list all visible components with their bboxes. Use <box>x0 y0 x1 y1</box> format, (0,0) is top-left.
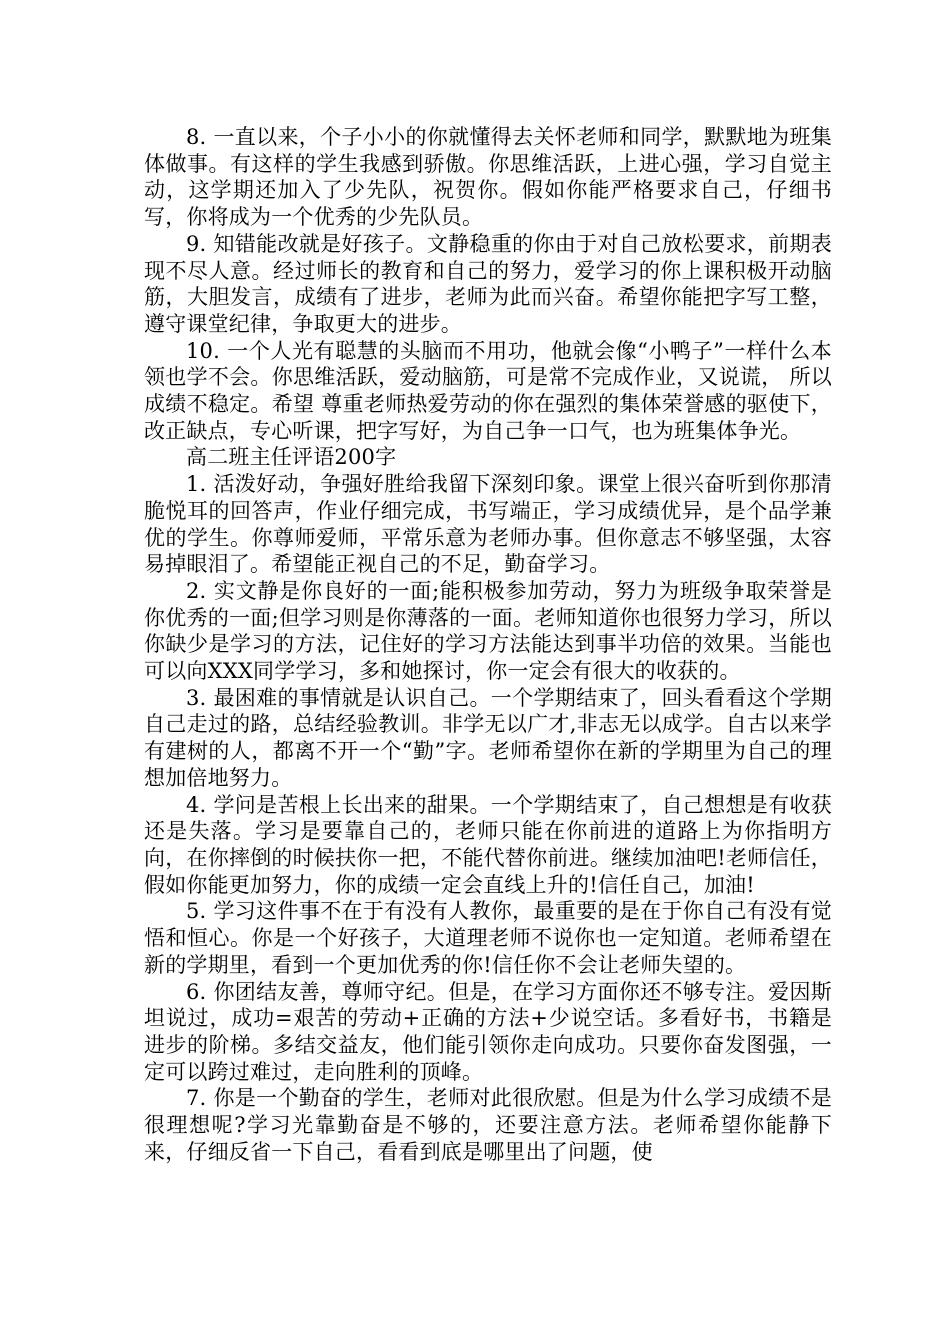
paragraph-comment-6: 6. 你团结友善，尊师守纪。但是，在学习方面你还不够专注。爱因斯坦说过，成功=艰苦的劳动+正确的方法+少说空话。多看好书，书籍是进步的阶梯。多结交益友，他们能引领你走向成功。只要你奋发图强，一定可以跨过难过，走向胜利的顶峰。 <box>144 979 832 1084</box>
paragraph-comment-10: 10. 一个人光有聪慧的头脑而不用功，他就会像“小鸭子”一样什么本领也学不会。你思维活跃，爱动脑筋，可是常不完成作业，又说谎， 所以成绩不稳定。希望 尊重老师热爱劳动的你在强烈的集体荣誉感的驱使下，改正缺点，专心听课，把字写好，为自己争一口气，也为班集体争光。 <box>144 338 832 443</box>
paragraph-comment-8: 8. 一直以来，个子小小的你就懂得去关怀老师和同学，默默地为班集体做事。有这样的学生我感到骄傲。你思维活跃，上进心强，学习自觉主动，这学期还加入了少先队，祝贺你。假如你能严格要求自己，仔细书写，你将成为一个优秀的少先队员。 <box>144 125 832 230</box>
paragraph-comment-4: 4. 学问是苦根上长出来的甜果。一个学期结束了，自己想想是有收获还是失落。学习是要靠自己的，老师只能在你前进的道路上为你指明方向，在你摔倒的时候扶你一把，不能代替你前进。继续加油吧!老师信任，假如你能更加努力，你的成绩一定会直线上升的!信任自己，加油! <box>144 792 832 897</box>
section-heading: 高二班主任评语200字 <box>186 445 397 470</box>
paragraph-comment-9: 9. 知错能改就是好孩子。文静稳重的你由于对自己放松要求，前期表现不尽人意。经过师长的教育和自己的努力，爱学习的你上课积极开动脑筋，大胆发言，成绩有了进步，老师为此而兴奋。希望你能把字写工整，遵守课堂纪律，争取更大的进步。 <box>144 231 832 336</box>
paragraph-comment-5: 5. 学习这件事不在于有没有人教你，最重要的是在于你自己有没有觉悟和恒心。你是一个好孩子，大道理老师不说你也一定知道。老师希望在新的学期里，看到一个更加优秀的你!信任你不会让老师失望的。 <box>144 899 832 977</box>
paragraph-comment-7: 7. 你是一个勤奋的学生，老师对此很欣慰。但是为什么学习成绩不是很理想呢?学习光靠勤奋是不够的，还要注意方法。老师希望你能静下来，仔细反省一下自己，看看到底是哪里出了问题，使 <box>144 1086 832 1164</box>
document-body <box>144 124 832 1165</box>
paragraph-comment-2: 2. 实文静是你良好的一面;能积极参加劳动，努力为班级争取荣誉是你优秀的一面;但学习则是你薄落的一面。老师知道你也很努力学习，所以你缺少是学习的方法，记住好的学习方法能达到事半功倍的效果。当能也可以向XXX同学学习，多和她探讨，你一定会有很大的收获的。 <box>144 578 832 684</box>
paragraph-comment-3: 3. 最困难的事情就是认识自己。一个学期结束了，回头看看这个学期自己走过的路，总结经验教训。非学无以广才,非志无以成学。自古以来学有建树的人，都离不开一个“勤”字。老师希望你在新的学期里为自己的理想加倍地努力。 <box>144 685 832 790</box>
paragraph-comment-1: 1. 活泼好动，争强好胜给我留下深刻印象。课堂上很兴奋听到你那清脆悦耳的回答声，作业仔细完成，书写端正，学习成绩优异，是个品学兼优的学生。你尊师爱师，平常乐意为老师办事。但你意志不够坚强，太容易掉眼泪了。希望能正视自己的不足，勤奋学习。 <box>144 472 832 577</box>
